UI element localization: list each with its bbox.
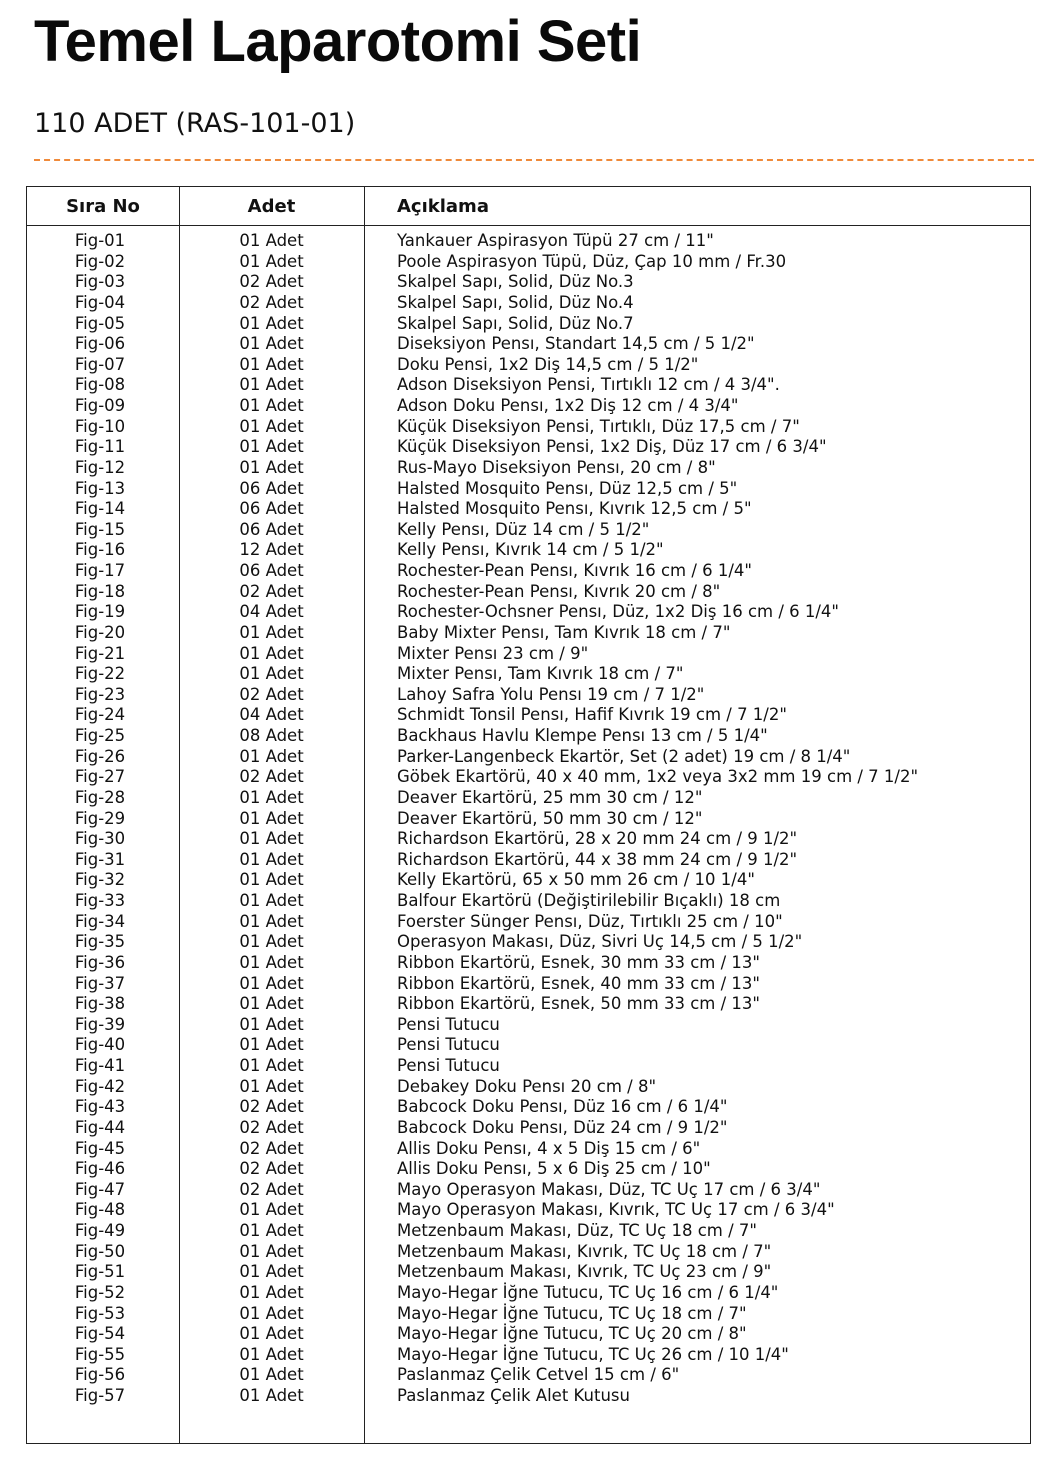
row-description: Doku Pensi, 1x2 Diş 14,5 cm / 5 1/2" (397, 354, 699, 374)
table-row (27, 561, 1030, 582)
table-row (27, 355, 1030, 376)
row-description: Backhaus Havlu Klempe Pensı 13 cm / 5 1/4" (397, 726, 768, 745)
table-row (27, 293, 1030, 314)
row-number: Fig-07 (74, 354, 126, 374)
table-row (27, 231, 1030, 252)
row-number: Fig-55 (74, 1344, 126, 1364)
row-quantity: 01 Adet (239, 870, 304, 890)
row-number: Fig-02 (74, 251, 126, 271)
table-row (27, 932, 1030, 953)
row-description: Mayo-Hegar İğne Tutucu, TC Uç 16 cm / 6 1/4" (397, 1282, 779, 1302)
row-number: Fig-12 (74, 457, 126, 477)
row-number: Fig-35 (74, 932, 126, 952)
table-row (27, 520, 1030, 541)
row-description: Allis Doku Pensı, 4 x 5 Diş 15 cm / 6" (397, 1138, 701, 1158)
row-description: Baby Mixter Pensı, Tam Kıvrık 18 cm / 7" (397, 622, 731, 642)
column-header-no: Sıra No (66, 196, 140, 217)
table-row (27, 685, 1030, 706)
row-number: Fig-41 (74, 1056, 126, 1075)
table-row (27, 334, 1030, 355)
row-description: Operasyon Makası, Düz, Sivri Uç 14,5 cm / 5 1/2" (397, 932, 803, 952)
row-quantity: 01 Adet (239, 994, 304, 1014)
row-quantity: 01 Adet (239, 932, 304, 952)
row-quantity: 01 Adet (239, 1056, 304, 1075)
row-quantity: 01 Adet (239, 891, 304, 910)
row-description: Pensi Tutucu (397, 1035, 500, 1055)
row-quantity: 01 Adet (239, 1365, 304, 1385)
row-number: Fig-05 (74, 313, 126, 333)
row-number: Fig-04 (74, 292, 126, 312)
row-quantity: 06 Adet (239, 478, 304, 498)
row-number: Fig-56 (74, 1365, 126, 1385)
table-row (27, 314, 1030, 335)
table-row (27, 1304, 1030, 1325)
row-description: Yankauer Aspirasyon Tüpü 27 cm / 11" (397, 231, 714, 250)
table-row (27, 767, 1030, 788)
row-quantity: 04 Adet (239, 602, 304, 622)
row-description: Rochester-Pean Pensı, Kıvrık 20 cm / 8" (397, 581, 721, 601)
header-divider (27, 225, 1030, 226)
row-quantity: 06 Adet (239, 499, 304, 519)
row-description: Allis Doku Pensı, 5 x 6 Diş 25 cm / 10" (397, 1159, 711, 1179)
row-quantity: 01 Adet (239, 416, 304, 436)
row-description: Pensi Tutucu (397, 1056, 500, 1075)
row-quantity: 01 Adet (239, 334, 304, 354)
row-description: Rus-Mayo Diseksiyon Pensı, 20 cm / 8" (397, 457, 716, 477)
row-quantity: 08 Adet (239, 726, 304, 745)
row-quantity: 01 Adet (239, 1262, 304, 1282)
row-number: Fig-52 (74, 1282, 126, 1302)
row-quantity: 01 Adet (239, 1324, 304, 1344)
row-description: Richardson Ekartörü, 28 x 20 mm 24 cm / 9 1/2" (397, 829, 798, 849)
table-row (27, 1242, 1030, 1263)
table-row (27, 1365, 1030, 1386)
table-row (27, 1139, 1030, 1160)
row-description: Mayo-Hegar İğne Tutucu, TC Uç 20 cm / 8" (397, 1324, 747, 1344)
row-description: Kelly Pensı, Kıvrık 14 cm / 5 1/2" (397, 540, 664, 560)
table-row (27, 1097, 1030, 1118)
row-description: Debakey Doku Pensı 20 cm / 8" (397, 1076, 657, 1096)
dashed-divider (34, 159, 1034, 161)
row-number: Fig-36 (74, 952, 126, 972)
row-description: Ribbon Ekartörü, Esnek, 30 mm 33 cm / 13" (397, 952, 760, 972)
row-number: Fig-32 (74, 870, 126, 890)
row-number: Fig-43 (74, 1097, 126, 1117)
row-description: Metzenbaum Makası, Kıvrık, TC Uç 18 cm / 7" (397, 1241, 772, 1261)
row-quantity: 01 Adet (239, 1344, 304, 1364)
row-number: Fig-03 (74, 272, 126, 292)
table-row (27, 1345, 1030, 1366)
row-number: Fig-11 (74, 437, 126, 457)
row-number: Fig-38 (74, 994, 126, 1014)
table-row (27, 850, 1030, 871)
row-number: Fig-08 (74, 375, 126, 395)
row-description: Skalpel Sapı, Solid, Düz No.4 (397, 292, 634, 312)
row-description: Kelly Pensı, Düz 14 cm / 5 1/2" (397, 519, 650, 539)
row-quantity: 12 Adet (239, 540, 304, 560)
row-number: Fig-21 (74, 643, 126, 663)
table-row (27, 1159, 1030, 1180)
row-number: Fig-19 (74, 602, 126, 622)
row-description: Rochester-Ochsner Pensı, Düz, 1x2 Diş 16 cm / 6 1/4" (397, 602, 840, 622)
row-number: Fig-45 (74, 1138, 126, 1158)
row-quantity: 01 Adet (239, 457, 304, 477)
table-row (27, 1077, 1030, 1098)
table-row (27, 994, 1030, 1015)
row-description: Deaver Ekartörü, 25 mm 30 cm / 12" (397, 787, 703, 807)
row-description: Mayo-Hegar İğne Tutucu, TC Uç 26 cm / 10 1/4" (397, 1344, 789, 1364)
row-number: Fig-48 (74, 1200, 126, 1220)
row-quantity: 01 Adet (239, 643, 304, 663)
table-row (27, 458, 1030, 479)
row-description: Parker-Langenbeck Ekartör, Set (2 adet) 19 cm / 8 1/4" (397, 746, 851, 766)
row-description: Lahoy Safra Yolu Pensı 19 cm / 7 1/2" (397, 684, 705, 704)
row-quantity: 01 Adet (239, 952, 304, 972)
row-number: Fig-17 (74, 561, 126, 580)
row-number: Fig-49 (74, 1221, 126, 1240)
row-quantity: 01 Adet (239, 354, 304, 374)
row-number: Fig-09 (74, 396, 126, 415)
row-description: Halsted Mosquito Pensı, Düz 12,5 cm / 5" (397, 478, 738, 498)
row-description: Skalpel Sapı, Solid, Düz No.3 (397, 272, 634, 292)
row-number: Fig-01 (74, 231, 126, 250)
row-number: Fig-42 (74, 1076, 126, 1096)
row-description: Küçük Diseksiyon Pensi, Tırtıklı, Düz 17,5 cm / 7" (397, 416, 800, 436)
row-description: Balfour Ekartörü (Değiştirilebilir Bıçaklı) 18 cm (397, 891, 781, 910)
table-row (27, 912, 1030, 933)
table-row (27, 1118, 1030, 1139)
row-quantity: 02 Adet (239, 292, 304, 312)
row-number: Fig-39 (74, 1014, 126, 1034)
row-description: Schmidt Tonsil Pensı, Hafif Kıvrık 19 cm / 7 1/2" (397, 705, 787, 725)
page-subtitle: 110 ADET (RAS-101-01) (34, 108, 356, 139)
row-quantity: 02 Adet (239, 767, 304, 787)
row-quantity: 01 Adet (239, 973, 304, 993)
row-quantity: 02 Adet (239, 581, 304, 601)
row-quantity: 01 Adet (239, 1200, 304, 1220)
table-row (27, 1386, 1030, 1407)
table-row (27, 623, 1030, 644)
row-quantity: 01 Adet (239, 664, 304, 684)
row-quantity: 01 Adet (239, 1386, 304, 1405)
row-number: Fig-53 (74, 1303, 126, 1323)
row-quantity: 02 Adet (239, 272, 304, 292)
table-row (27, 829, 1030, 850)
table-row (27, 1056, 1030, 1077)
table-row (27, 974, 1030, 995)
row-quantity: 06 Adet (239, 519, 304, 539)
table-row (27, 602, 1030, 623)
row-description: Adson Diseksiyon Pensi, Tırtıklı 12 cm / 4 3/4". (397, 375, 780, 395)
row-description: Poole Aspirasyon Tüpü, Düz, Çap 10 mm / Fr.30 (397, 251, 787, 271)
table-row (27, 437, 1030, 458)
instrument-table (26, 186, 1031, 1444)
row-number: Fig-50 (74, 1241, 126, 1261)
row-quantity: 01 Adet (239, 1221, 304, 1240)
table-row (27, 870, 1030, 891)
row-number: Fig-26 (74, 746, 126, 766)
row-quantity: 02 Adet (239, 1138, 304, 1158)
table-row (27, 1283, 1030, 1304)
column-header-desc: Açıklama (397, 196, 489, 217)
row-quantity: 01 Adet (239, 1035, 304, 1055)
row-description: Metzenbaum Makası, Düz, TC Uç 18 cm / 7" (397, 1221, 757, 1240)
row-description: Metzenbaum Makası, Kıvrık, TC Uç 23 cm / 9" (397, 1262, 772, 1282)
row-quantity: 01 Adet (239, 1076, 304, 1096)
row-number: Fig-23 (74, 684, 126, 704)
row-description: Rochester-Pean Pensı, Kıvrık 16 cm / 6 1/4" (397, 561, 753, 580)
row-quantity: 01 Adet (239, 1014, 304, 1034)
row-description: Diseksiyon Pensı, Standart 14,5 cm / 5 1/2" (397, 334, 755, 354)
table-row (27, 1180, 1030, 1201)
table-row (27, 953, 1030, 974)
row-number: Fig-20 (74, 622, 126, 642)
table-row (27, 891, 1030, 912)
table-row (27, 540, 1030, 561)
row-number: Fig-51 (74, 1262, 126, 1282)
table-row (27, 479, 1030, 500)
table-body (27, 231, 1030, 1407)
row-description: Skalpel Sapı, Solid, Düz No.7 (397, 313, 634, 333)
row-quantity: 02 Adet (239, 1159, 304, 1179)
row-description: Mayo Operasyon Makası, Düz, TC Uç 17 cm / 6 3/4" (397, 1179, 821, 1199)
row-quantity: 01 Adet (239, 746, 304, 766)
row-quantity: 01 Adet (239, 375, 304, 395)
row-description: Adson Doku Pensı, 1x2 Diş 12 cm / 4 3/4" (397, 396, 739, 415)
column-header-qty: Adet (247, 196, 296, 217)
row-description: Mixter Pensı 23 cm / 9" (397, 643, 589, 663)
table-row (27, 375, 1030, 396)
row-quantity: 02 Adet (239, 1097, 304, 1117)
row-quantity: 02 Adet (239, 1179, 304, 1199)
table-row (27, 1324, 1030, 1345)
table-row (27, 809, 1030, 830)
table-row (27, 1015, 1030, 1036)
row-quantity: 01 Adet (239, 849, 304, 869)
table-row (27, 788, 1030, 809)
row-number: Fig-22 (74, 664, 126, 684)
row-number: Fig-44 (74, 1117, 126, 1137)
row-number: Fig-25 (74, 726, 126, 745)
row-description: Kelly Ekartörü, 65 x 50 mm 26 cm / 10 1/4" (397, 870, 755, 890)
table-row (27, 747, 1030, 768)
row-number: Fig-28 (74, 787, 126, 807)
table-row (27, 726, 1030, 747)
row-number: Fig-29 (74, 808, 126, 828)
row-number: Fig-54 (74, 1324, 126, 1344)
table-row (27, 1035, 1030, 1056)
row-description: Halsted Mosquito Pensı, Kıvrık 12,5 cm / 5" (397, 499, 752, 519)
row-description: Göbek Ekartörü, 40 x 40 mm, 1x2 veya 3x2 mm 19 cm / 7 1/2" (397, 767, 919, 787)
row-number: Fig-18 (74, 581, 126, 601)
row-description: Foerster Sünger Pensı, Düz, Tırtıklı 25 cm / 10" (397, 911, 783, 931)
row-number: Fig-47 (74, 1179, 126, 1199)
table-row (27, 1200, 1030, 1221)
row-quantity: 06 Adet (239, 561, 304, 580)
row-quantity: 01 Adet (239, 231, 304, 250)
row-quantity: 01 Adet (239, 829, 304, 849)
row-description: Richardson Ekartörü, 44 x 38 mm 24 cm / 9 1/2" (397, 849, 798, 869)
row-number: Fig-40 (74, 1035, 126, 1055)
row-description: Deaver Ekartörü, 50 mm 30 cm / 12" (397, 808, 703, 828)
row-number: Fig-27 (74, 767, 126, 787)
row-number: Fig-13 (74, 478, 126, 498)
row-quantity: 01 Adet (239, 787, 304, 807)
row-number: Fig-16 (74, 540, 126, 560)
table-row (27, 396, 1030, 417)
row-description: Babcock Doku Pensı, Düz 16 cm / 6 1/4" (397, 1097, 728, 1117)
row-description: Mayo Operasyon Makası, Kıvrık, TC Uç 17 cm / 6 3/4" (397, 1200, 835, 1220)
page-title: Temel Laparotomi Seti (34, 9, 642, 74)
row-number: Fig-33 (74, 891, 126, 910)
row-description: Ribbon Ekartörü, Esnek, 40 mm 33 cm / 13" (397, 973, 760, 993)
row-quantity: 01 Adet (239, 313, 304, 333)
table-row (27, 705, 1030, 726)
row-description: Babcock Doku Pensı, Düz 24 cm / 9 1/2" (397, 1117, 728, 1137)
table-row (27, 1262, 1030, 1283)
row-quantity: 01 Adet (239, 396, 304, 415)
row-description: Küçük Diseksiyon Pensi, 1x2 Diş, Düz 17 cm / 6 3/4" (397, 437, 827, 457)
row-description: Mayo-Hegar İğne Tutucu, TC Uç 18 cm / 7" (397, 1303, 747, 1323)
row-quantity: 01 Adet (239, 1303, 304, 1323)
row-description: Mixter Pensı, Tam Kıvrık 18 cm / 7" (397, 664, 684, 684)
row-number: Fig-24 (74, 705, 126, 725)
row-number: Fig-46 (74, 1159, 126, 1179)
row-quantity: 01 Adet (239, 1282, 304, 1302)
row-number: Fig-10 (74, 416, 126, 436)
row-number: Fig-34 (74, 911, 126, 931)
row-number: Fig-30 (74, 829, 126, 849)
row-number: Fig-14 (74, 499, 126, 519)
row-quantity: 01 Adet (239, 437, 304, 457)
row-description: Paslanmaz Çelik Alet Kutusu (397, 1386, 630, 1405)
row-quantity: 01 Adet (239, 1241, 304, 1261)
row-quantity: 02 Adet (239, 1117, 304, 1137)
row-number: Fig-06 (74, 334, 126, 354)
row-quantity: 04 Adet (239, 705, 304, 725)
table-row (27, 644, 1030, 665)
table-row (27, 664, 1030, 685)
row-description: Pensi Tutucu (397, 1014, 500, 1034)
row-description: Ribbon Ekartörü, Esnek, 50 mm 33 cm / 13" (397, 994, 760, 1014)
table-row (27, 499, 1030, 520)
row-quantity: 01 Adet (239, 808, 304, 828)
row-number: Fig-15 (74, 519, 126, 539)
row-quantity: 01 Adet (239, 911, 304, 931)
row-quantity: 01 Adet (239, 622, 304, 642)
row-number: Fig-37 (74, 973, 126, 993)
row-number: Fig-57 (74, 1386, 126, 1405)
row-number: Fig-31 (74, 849, 126, 869)
table-row (27, 417, 1030, 438)
row-quantity: 02 Adet (239, 684, 304, 704)
row-description: Paslanmaz Çelik Cetvel 15 cm / 6" (397, 1365, 680, 1385)
table-row (27, 582, 1030, 603)
table-row (27, 272, 1030, 293)
table-row (27, 1221, 1030, 1242)
row-quantity: 01 Adet (239, 251, 304, 271)
table-row (27, 252, 1030, 273)
